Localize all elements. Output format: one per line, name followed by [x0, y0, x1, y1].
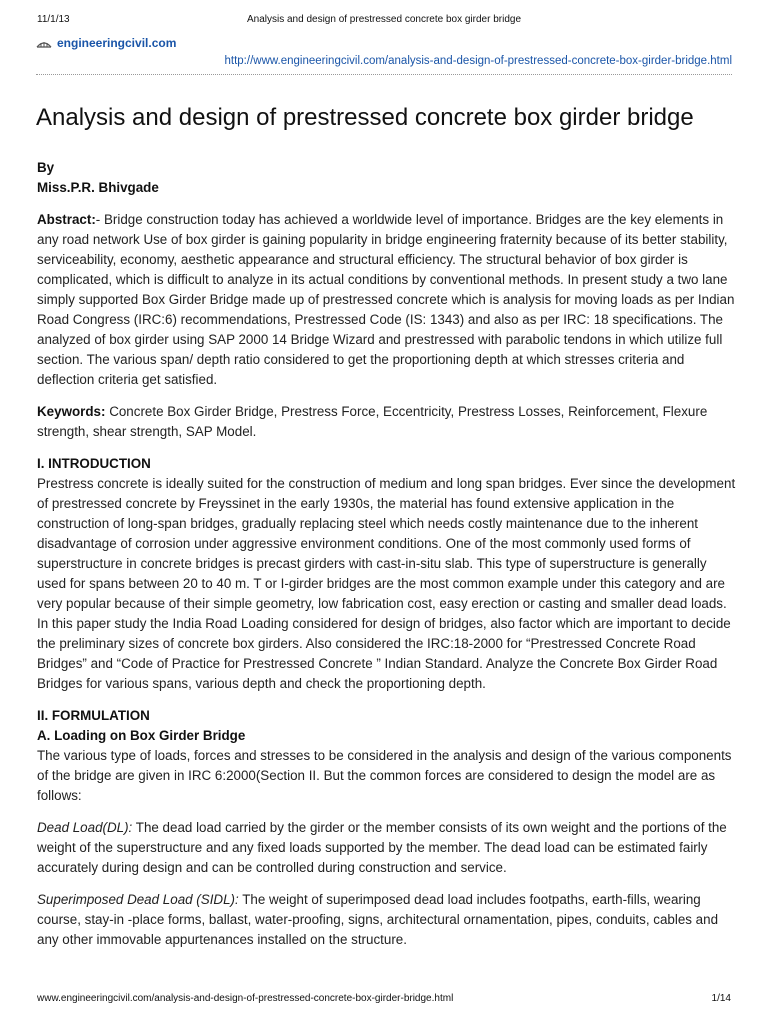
loading-text: The various type of loads, forces and stresses to be considered in the analysis and design of the various components of the bridge are given in IRC 6:2000(Section II. But the common forces are considered to design the model are as follows: [37, 748, 732, 803]
abstract-label: Abstract: [37, 212, 96, 227]
introduction-heading: I. INTRODUCTION [37, 456, 151, 471]
by-label: By [37, 160, 55, 175]
loading-subheading: A. Loading on Box Girder Bridge [37, 728, 246, 743]
keywords-label: Keywords: [37, 404, 106, 419]
footer-url: www.engineeringcivil.com/analysis-and-design-of-prestressed-concrete-box-girder-bridge.html [37, 993, 454, 1004]
header-divider [36, 74, 732, 75]
dead-load-label: Dead Load(DL): [37, 820, 133, 835]
article-body [37, 158, 737, 962]
byline [37, 158, 737, 198]
sidl-paragraph [37, 890, 737, 950]
abstract-paragraph [37, 210, 737, 390]
sidl-text: The weight of superimposed dead load includes footpaths, earth-fills, wearing course, stay-in -place forms, ballast, water-proofing, signs, architectural ornamentation, pipes, conduits, cables and any other immovable appurtenances installed on the structure. [37, 892, 719, 947]
dead-load-paragraph [37, 818, 737, 878]
formulation-section [37, 706, 737, 806]
introduction-text: Prestress concrete is ideally suited for the construction of medium and long span bridges. Ever since the development of prestressed concrete by Freyssinet in the early 1930s, the material has found extensive application in the construction of long-span bridges, gradually replacing steel which needs costly maintenance due to the inherent disadvantage of corrosion under aggressive environment conditions. One of the most commonly used forms of superstructure in concrete bridges is precast girders with cast-in-situ slab. This type of superstructure is generally used for spans between 20 to 40 m. T or I-girder bridges are the most common example under this category and are very popular because of their simple geometry, low fabrication cost, easy erection or casting and smaller dead loads. In this paper study the India Road Loading considered for design of bridges, also factor which are important to decide the preliminary sizes of concrete box girders. Also considered the IRC:18-2000 for “Prestressed Concrete Road Bridges” and “Code of Practice for Prestressed Concrete ” Indian Standard. Analyze the Concrete Box Girder Road Bridges for various spans, various depth and check the proportioning depth. [37, 476, 736, 691]
formulation-heading: II. FORMULATION [37, 708, 150, 723]
site-logo[interactable] [36, 36, 176, 50]
dead-load-text: The dead load carried by the girder or the member consists of its own weight and the portions of the weight of the superstructure and any fixed loads supported by the member. The dead load can be estimated fairly accurately during design and can be controlled during construction and service. [37, 820, 727, 875]
keywords-text: Concrete Box Girder Bridge, Prestress Force, Eccentricity, Prestress Losses, Reinforcement, Flexure strength, shear strength, SAP Model. [37, 404, 708, 439]
author-name: Miss.P.R. Bhivgade [37, 180, 159, 195]
introduction-section [37, 454, 737, 694]
sidl-label: Superimposed Dead Load (SIDL): [37, 892, 239, 907]
page-url-link[interactable]: http://www.engineeringcivil.com/analysis-and-design-of-prestressed-concrete-box-girder-bridge.html [224, 55, 732, 67]
print-date: 11/1/13 [37, 14, 70, 25]
abstract-text: - Bridge construction today has achieved a worldwide level of importance. Bridges are the key elements in any road network Use of box girder is gaining popularity in bridge engineering fraternity because of its better stability, serviceability, economy, aesthetic appearance and structural efficiency. The structural behavior of box girder is complicated, which is difficult to analyze in its actual conditions by conventional methods. In present study a two lane simply supported Box Girder Bridge made up of prestressed concrete which is analysis for moving loads as per Indian Road Congress (IRC:6) recommendations, Prestressed Code (IS: 1343) and also as per IRC: 18 specifications. The analyzed of box girder using SAP 2000 14 Bridge Wizard and prestressed with parabolic tendons in which utilize full section. The various span/ depth ratio considered to get the proportioning depth at which stresses criteria and deflection criteria get satisfied. [37, 212, 735, 387]
bridge-logo-icon [36, 37, 52, 49]
article-title: Analysis and design of prestressed concrete box girder bridge [36, 104, 694, 131]
site-brand-link[interactable]: engineeringcivil.com [57, 36, 177, 50]
print-title: Analysis and design of prestressed concrete box girder bridge [246, 14, 522, 25]
keywords-paragraph [37, 402, 737, 442]
print-footer [37, 993, 731, 1004]
page-number: 1/14 [711, 993, 731, 1004]
